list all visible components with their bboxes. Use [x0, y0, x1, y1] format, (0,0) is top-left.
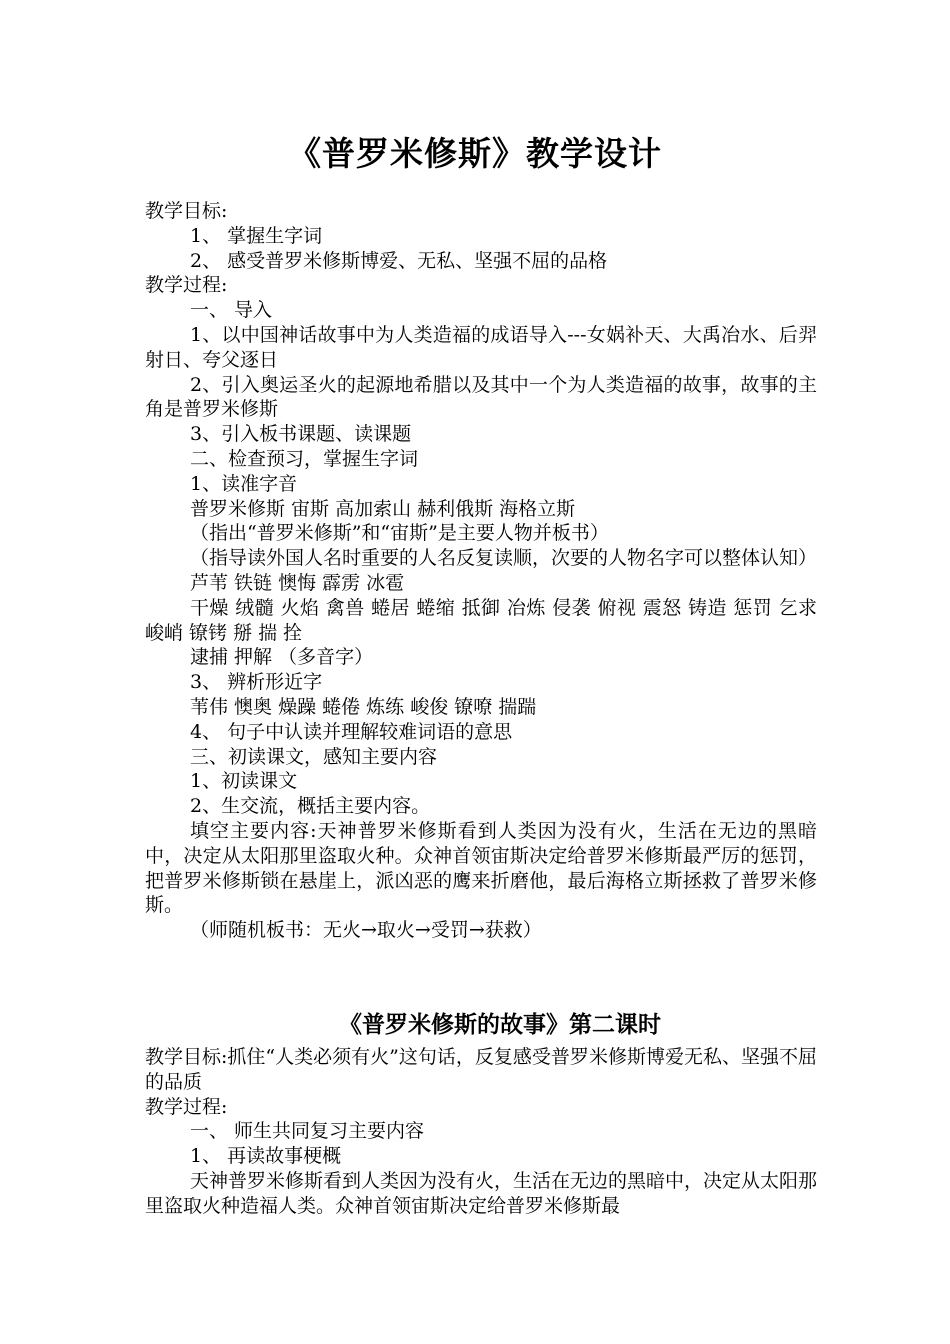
paragraph-line: 一、 师生共同复习主要内容 — [190, 1120, 425, 1143]
paragraph-line: 3、引入板书课题、读课题 — [190, 423, 412, 446]
section-two-title: 《普罗米修斯的故事》第二课时 — [339, 1011, 661, 1038]
paragraph-line: （指出“普罗米修斯”和“宙斯”是主要人物并板书） — [190, 522, 609, 545]
paragraph-line: 干燥 绒髓 火焰 禽兽 蜷居 蜷缩 抵御 冶炼 侵袭 俯视 震怒 铸造 惩罚 乞求 峻峭 镣铐 掰 揣 拴 — [145, 596, 817, 644]
section-two-body — [145, 1045, 817, 1219]
section-one-body — [145, 199, 817, 943]
paragraph-line: 1、读准字音 — [190, 472, 298, 495]
paragraph-line: 三、初读课文，感知主要内容 — [190, 745, 438, 768]
paragraph-line: 二、检查预习，掌握生字词 — [190, 447, 419, 470]
paragraph-line: 填空主要内容:天神普罗米修斯看到人类因为没有火，生活在无边的黑暗中，决定从太阳那里盗取火种。众神首领宙斯决定给普罗米修斯最严厉的惩罚，把普罗米修斯锁在悬崖上，派凶恶的鹰来折磨他，最后海格立斯拯救了普罗米修斯。 — [145, 819, 817, 917]
paragraph-line: 1、 再读故事梗概 — [190, 1145, 342, 1168]
document-title: 《普罗米修斯》教学设计 — [288, 134, 662, 173]
paragraph-line: 2、引入奥运圣火的起源地希腊以及其中一个为人类造福的故事，故事的主角是普罗米修斯 — [145, 373, 817, 421]
paragraph-line: 逮捕 押解 （多音字） — [190, 646, 374, 669]
paragraph-line: 天神普罗米修斯看到人类因为没有火，生活在无边的黑暗中，决定从太阳那里盗取火种造福人类。众神首领宙斯决定给普罗米修斯最 — [145, 1169, 818, 1217]
paragraph-line: 芦苇 铁链 懊悔 霹雳 冰雹 — [190, 571, 405, 594]
paragraph-line: 3、 辨析形近字 — [190, 671, 323, 694]
paragraph-line: 教学过程: — [145, 1095, 228, 1118]
paragraph-line: 教学过程: — [145, 274, 228, 297]
paragraph-line: 1、 掌握生字词 — [190, 224, 323, 247]
paragraph-line: 4、 句子中认读并理解较难词语的意思 — [190, 720, 513, 743]
paragraph-line: 苇伟 懊奥 燥躁 蜷倦 炼练 峻俊 镣嘹 揣踹 — [190, 695, 537, 718]
paragraph-line: 普罗米修斯 宙斯 高加索山 赫利俄斯 海格立斯 — [190, 497, 576, 520]
paragraph-line: 1、以中国神话故事中为人类造福的成语导入---女娲补天、大禹冶水、后羿射日、夸父逐日 — [145, 323, 817, 371]
paragraph-line: 2、生交流，概括主要内容。 — [190, 795, 431, 818]
paragraph-line: 2、 感受普罗米修斯博爱、无私、坚强不屈的品格 — [190, 249, 608, 272]
paragraph-line: 一、 导入 — [190, 299, 273, 322]
paragraph-line: （师随机板书：无火→取火→受罚→获救） — [190, 919, 542, 942]
paragraph-line: 教学目标:抓住“人类必须有火”这句话，反复感受普罗米修斯博爱无私、坚强不屈的品质 — [145, 1046, 817, 1093]
paragraph-line: 教学目标: — [145, 200, 228, 222]
paragraph-line: （指导读外国人名时重要的人名反复读顺，次要的人物名字可以整体认知） — [190, 547, 818, 570]
paragraph-line: 1、初读课文 — [190, 770, 298, 793]
